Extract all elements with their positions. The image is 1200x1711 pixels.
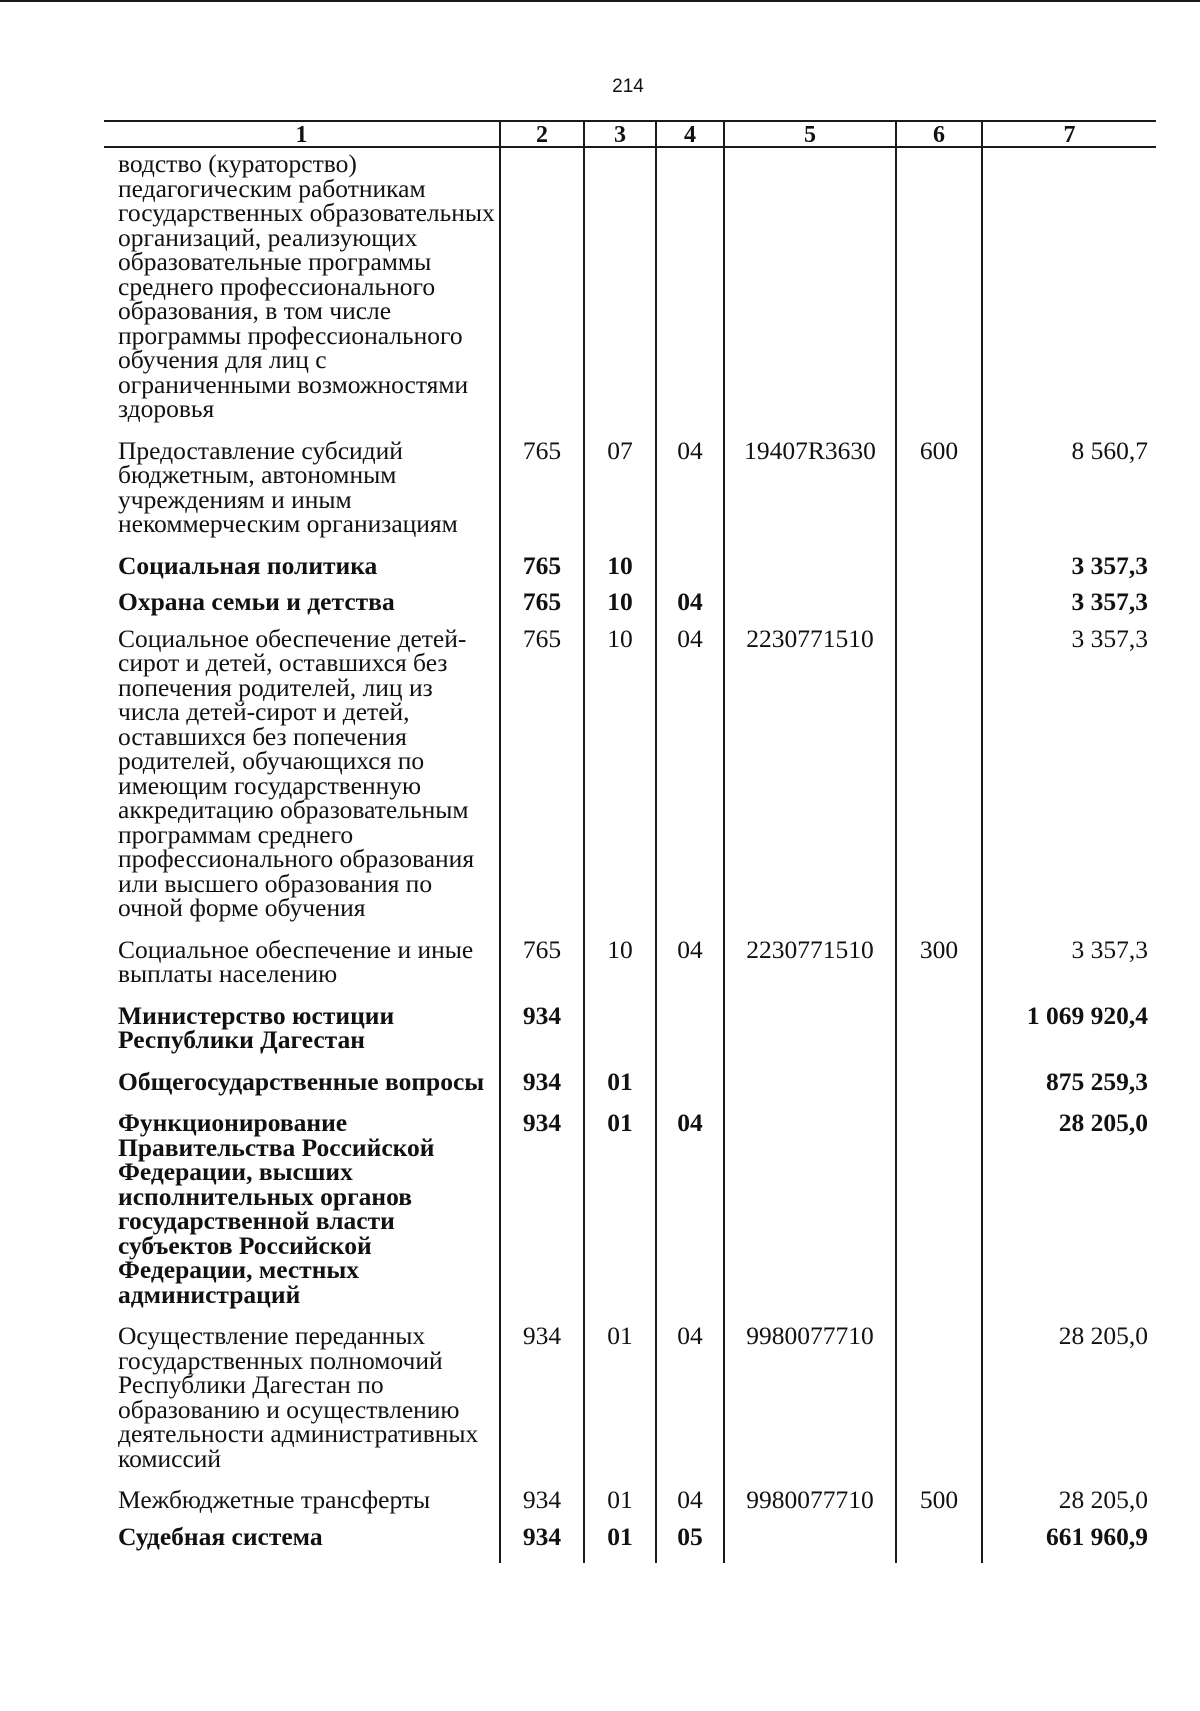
table-row — [104, 1004, 1156, 1070]
cell-expense-type — [896, 1324, 982, 1488]
cell-target-article — [724, 590, 896, 627]
cell-section: 01 — [584, 1324, 656, 1488]
cell-amount: 3 357,3 — [982, 554, 1156, 591]
table-row — [104, 1488, 1156, 1525]
cell-section: 01 — [584, 1525, 656, 1564]
cell-expense-type — [896, 1111, 982, 1324]
cell-expense-type — [896, 1525, 982, 1564]
cell-expense-type — [896, 627, 982, 938]
cell-amount: 3 357,3 — [982, 938, 1156, 1004]
row-name: Охрана семьи и детства — [118, 587, 395, 616]
cell-amount: 3 357,3 — [982, 590, 1156, 627]
cell-section: 10 — [584, 627, 656, 938]
row-name: Предоставление субсидий бюджетным, автономным учреждениям и иным некоммерческим организациям — [118, 435, 458, 538]
cell-section: 10 — [584, 938, 656, 1004]
cell-expense-type — [896, 554, 982, 591]
cell-ministry-code: 934 — [500, 1324, 584, 1488]
row-name: Социальное обеспечение и иные выплаты населению — [118, 934, 474, 988]
cell-ministry-code: 934 — [500, 1111, 584, 1324]
cell-section: 01 — [584, 1111, 656, 1324]
column-header: 4 — [656, 121, 724, 147]
cell-subsection: 04 — [656, 938, 724, 1004]
cell-subsection: 04 — [656, 1488, 724, 1525]
cell-ministry-code: 765 — [500, 938, 584, 1004]
cell-target-article — [724, 1525, 896, 1564]
cell-ministry-code: 765 — [500, 590, 584, 627]
cell-ministry-code: 934 — [500, 1525, 584, 1564]
cell-subsection — [656, 1004, 724, 1070]
cell-subsection — [656, 147, 724, 439]
cell-target-article: 19407R3630 — [724, 439, 896, 554]
row-name: Функционирование Правительства Российской Федерации, высших исполнительных органов государственной власти субъектов Российской Федерации, местных администраций — [118, 1108, 435, 1309]
table-row — [104, 147, 1156, 439]
cell-section: 01 — [584, 1488, 656, 1525]
cell-target-article — [724, 1004, 896, 1070]
cell-ministry-code: 765 — [500, 439, 584, 554]
cell-subsection: 04 — [656, 439, 724, 554]
row-name: Социальная политика — [118, 550, 378, 580]
cell-target-article — [724, 554, 896, 591]
top-border-line — [0, 0, 1200, 2]
cell-expense-type — [896, 1004, 982, 1070]
cell-section: 10 — [584, 590, 656, 627]
cell-target-article — [724, 1070, 896, 1112]
cell-amount — [982, 147, 1156, 439]
cell-amount: 661 960,9 — [982, 1525, 1156, 1564]
table-row — [104, 1070, 1156, 1112]
cell-target-article — [724, 147, 896, 439]
cell-expense-type: 600 — [896, 439, 982, 554]
cell-amount: 1 069 920,4 — [982, 1004, 1156, 1070]
row-name: Социальное обеспечение детей-сирот и детей, оставшихся без попечения родителей, лиц из числа детей-сирот и детей, оставшихся без попечения родителей, обучающихся по имеющим государственную аккредитацию образовательным программам среднего профессионального образования или высшего образования по очной форме обучения — [118, 623, 475, 922]
cell-subsection — [656, 1070, 724, 1112]
column-header: 2 — [500, 121, 584, 147]
cell-amount: 3 357,3 — [982, 627, 1156, 938]
cell-amount: 28 205,0 — [982, 1324, 1156, 1488]
cell-ministry-code: 765 — [500, 627, 584, 938]
table-row — [104, 627, 1156, 938]
cell-subsection: 04 — [656, 1324, 724, 1488]
table-row — [104, 439, 1156, 554]
cell-section: 01 — [584, 1070, 656, 1112]
cell-ministry-code: 765 — [500, 554, 584, 591]
cell-amount: 28 205,0 — [982, 1488, 1156, 1525]
column-header: 6 — [896, 121, 982, 147]
row-name: Общегосударственные вопросы — [118, 1066, 485, 1096]
cell-subsection: 04 — [656, 1111, 724, 1324]
row-name: Осуществление переданных государственных полномочий Республики Дагестан по образованию и осуществлению деятельности административных комиссий — [118, 1321, 479, 1473]
table-row — [104, 1525, 1156, 1564]
column-header: 3 — [584, 121, 656, 147]
row-name: Министерство юстиции Республики Дагестан — [118, 1000, 395, 1054]
cell-expense-type: 300 — [896, 938, 982, 1004]
cell-subsection — [656, 554, 724, 591]
table-row — [104, 554, 1156, 591]
column-header: 7 — [982, 121, 1156, 147]
cell-ministry-code: 934 — [500, 1488, 584, 1525]
cell-amount: 28 205,0 — [982, 1111, 1156, 1324]
column-header: 1 — [104, 121, 500, 147]
page-number: 214 — [612, 76, 644, 97]
table-row — [104, 590, 1156, 627]
cell-target-article — [724, 1111, 896, 1324]
table-row — [104, 1324, 1156, 1488]
row-name: Судебная система — [118, 1521, 323, 1551]
budget-table — [104, 120, 1156, 1563]
cell-target-article: 2230771510 — [724, 938, 896, 1004]
cell-section: 10 — [584, 554, 656, 591]
cell-ministry-code — [500, 147, 584, 439]
table-row — [104, 938, 1156, 1004]
table-row — [104, 1111, 1156, 1324]
row-name: водство (кураторство) педагогическим работникам государственных образовательных организаций, реализующих образовательные программы среднего профессионального образования, в том числе программы профессионального обучения для лиц с ограниченными возможностями здоровья — [118, 149, 495, 423]
cell-amount: 875 259,3 — [982, 1070, 1156, 1112]
cell-subsection: 04 — [656, 627, 724, 938]
cell-expense-type — [896, 1070, 982, 1112]
column-header: 5 — [724, 121, 896, 147]
cell-subsection: 04 — [656, 590, 724, 627]
header-row — [104, 121, 1156, 147]
cell-subsection: 05 — [656, 1525, 724, 1564]
cell-expense-type — [896, 147, 982, 439]
cell-amount: 8 560,7 — [982, 439, 1156, 554]
cell-ministry-code: 934 — [500, 1070, 584, 1112]
cell-section: 07 — [584, 439, 656, 554]
cell-section — [584, 147, 656, 439]
cell-target-article: 9980077710 — [724, 1324, 896, 1488]
cell-ministry-code: 934 — [500, 1004, 584, 1070]
cell-expense-type: 500 — [896, 1488, 982, 1525]
cell-expense-type — [896, 590, 982, 627]
row-name: Межбюджетные трансферты — [118, 1485, 431, 1514]
cell-section — [584, 1004, 656, 1070]
cell-target-article: 9980077710 — [724, 1488, 896, 1525]
cell-target-article: 2230771510 — [724, 627, 896, 938]
